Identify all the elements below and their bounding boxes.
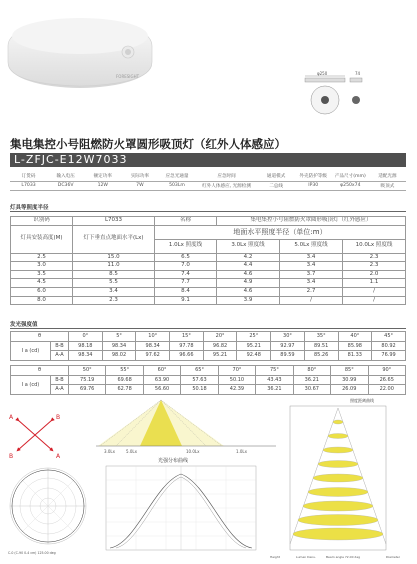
lux-col: 10.0Lx 照度线 bbox=[343, 239, 406, 253]
spec-header: 通道模式 bbox=[258, 172, 295, 181]
aa-cell: 26.09 bbox=[331, 385, 368, 395]
illum-data-row bbox=[11, 253, 406, 262]
aa-cell: 97.62 bbox=[136, 351, 170, 361]
illum-data-row bbox=[11, 287, 406, 296]
spec-value-row bbox=[10, 181, 406, 190]
illum-cell: 3.4 bbox=[280, 279, 343, 288]
illuminance-table bbox=[10, 216, 406, 305]
name-label: 名称 bbox=[155, 217, 217, 226]
illum-cell: 6.5 bbox=[155, 253, 217, 262]
aa-label: A-A bbox=[51, 385, 69, 395]
aa-cell: 89.59 bbox=[271, 351, 305, 361]
illum-cell: 1.1 bbox=[343, 279, 406, 288]
spec-value: 红外人体感应, 光源检测 bbox=[196, 181, 258, 190]
bb-cell: 89.51 bbox=[304, 341, 338, 351]
aa-cell: 42.39 bbox=[218, 385, 255, 395]
angle-cell: 5° bbox=[102, 332, 136, 342]
illum-cell: 2.7 bbox=[280, 287, 343, 296]
bb-cell: 75.19 bbox=[69, 375, 106, 385]
aa-cell: 92.48 bbox=[237, 351, 271, 361]
bb-cell: 98.34 bbox=[102, 341, 136, 351]
intensity-table-1 bbox=[10, 331, 406, 361]
bb-cell: 85.98 bbox=[338, 341, 372, 351]
spec-header: 额定功率 bbox=[84, 172, 121, 181]
illum-cell: 4.2 bbox=[217, 253, 280, 262]
aa-cell: 50.18 bbox=[181, 385, 218, 395]
illum-cell: 7.4 bbox=[155, 270, 217, 279]
illum-cell: 15.0 bbox=[73, 253, 155, 262]
spec-header-row bbox=[10, 172, 406, 181]
theta-label: θ bbox=[11, 332, 69, 342]
bb-cell: 36.21 bbox=[293, 375, 330, 385]
name-value: 集电集控小号阻燃防火罩圆形吸顶灯（红外感应） bbox=[217, 217, 406, 226]
spec-header: 应急时间 bbox=[196, 172, 258, 181]
aa-cell: 98.02 bbox=[102, 351, 136, 361]
illum-cell: 5.5 bbox=[73, 279, 155, 288]
aa-cell: 69.76 bbox=[69, 385, 106, 395]
aa-cell: 30.67 bbox=[293, 385, 330, 395]
aa-cell: 96.66 bbox=[170, 351, 204, 361]
divider bbox=[10, 211, 406, 212]
aa-label: A-A bbox=[51, 351, 69, 361]
lux-label: 3.0Lx bbox=[104, 449, 115, 454]
bb-cell: 98.18 bbox=[69, 341, 103, 351]
arrow-letter: A bbox=[9, 414, 14, 421]
angle-cell: 80° bbox=[293, 366, 330, 376]
arrow-letter: B bbox=[56, 414, 61, 421]
cone-footer: Beam angle 72.00 deg bbox=[326, 555, 361, 559]
illum-cell: 3.4 bbox=[280, 262, 343, 271]
illum-cell: 3.9 bbox=[217, 296, 280, 305]
illum-cell: 2.3 bbox=[73, 296, 155, 305]
illum-cell: 8.0 bbox=[11, 296, 73, 305]
lux-label: 10.0Lx bbox=[186, 449, 200, 454]
illum-cell: / bbox=[343, 287, 406, 296]
bb-cell: 63.90 bbox=[143, 375, 180, 385]
spec-header: 输入电压 bbox=[47, 172, 84, 181]
spec-header: 订货码 bbox=[10, 172, 47, 181]
lux-col: 1.0Lx 照度线 bbox=[155, 239, 217, 253]
aa-cell: 22.00 bbox=[368, 385, 406, 395]
model-banner: L-ZFJC-E12W7033 bbox=[10, 153, 406, 167]
diameter-label: φ250 bbox=[317, 71, 328, 76]
bb-cell: 57.63 bbox=[181, 375, 218, 385]
illum-cell: 4.6 bbox=[217, 287, 280, 296]
bb-cell: 30.99 bbox=[331, 375, 368, 385]
angle-cell: 20° bbox=[203, 332, 237, 342]
angle-cell: 55° bbox=[106, 366, 143, 376]
cone-footer: Height bbox=[270, 555, 280, 559]
bb-cell: 43.43 bbox=[256, 375, 293, 385]
illum-cell: 2.0 bbox=[343, 270, 406, 279]
angle-cell: 0° bbox=[69, 332, 103, 342]
bb-cell: 96.82 bbox=[203, 341, 237, 351]
illum-cell: / bbox=[280, 296, 343, 305]
lux-label: 5.0Lx bbox=[126, 449, 137, 454]
dimension-drawing bbox=[295, 70, 365, 118]
angle-cell: 15° bbox=[170, 332, 204, 342]
spec-value: IP30 bbox=[295, 181, 332, 190]
illum-cell: 3.0 bbox=[11, 262, 73, 271]
illum-cell: 6.0 bbox=[11, 287, 73, 296]
illum-cell: / bbox=[343, 296, 406, 305]
theta-label: θ bbox=[11, 366, 69, 376]
illum-data-row bbox=[11, 296, 406, 305]
spec-table bbox=[10, 172, 406, 191]
spec-header: 应急光通量 bbox=[158, 172, 195, 181]
spec-value: φ250x74 bbox=[332, 181, 369, 190]
angle-cell: 60° bbox=[143, 366, 180, 376]
height-label: 74 bbox=[355, 71, 361, 76]
radius-header: 地面水平照度半径（单位:m） bbox=[155, 225, 406, 239]
bb-cell: 98.34 bbox=[136, 341, 170, 351]
angle-cell: 50° bbox=[69, 366, 106, 376]
id-value: L7033 bbox=[73, 217, 155, 226]
cone-title: 照度距离曲线 bbox=[350, 398, 374, 403]
bb-cell: 69.68 bbox=[106, 375, 143, 385]
illum-data-row bbox=[11, 279, 406, 288]
illum-header-row bbox=[11, 225, 406, 239]
bb-cell: 97.78 bbox=[170, 341, 204, 351]
photo-brand-label: FORESIGHT bbox=[116, 74, 140, 79]
illum-cell: 3.4 bbox=[73, 287, 155, 296]
spec-header: 实际功率 bbox=[121, 172, 158, 181]
spec-value: DC36V bbox=[47, 181, 84, 190]
light-distribution-curve bbox=[96, 456, 264, 560]
aa-cell: 95.21 bbox=[203, 351, 237, 361]
illuminance-radius-diagram bbox=[96, 396, 276, 460]
bb-label: B-B bbox=[51, 375, 69, 385]
bb-label: B-B bbox=[51, 341, 69, 351]
direction-arrows bbox=[8, 410, 64, 460]
angle-cell: 10° bbox=[136, 332, 170, 342]
spec-value: 二总线 bbox=[258, 181, 295, 190]
illum-cell: 9.1 bbox=[155, 296, 217, 305]
illum-cell: 4.4 bbox=[217, 262, 280, 271]
illum-cell: 3.4 bbox=[280, 253, 343, 262]
illum-data-row bbox=[11, 262, 406, 271]
spec-header: 外壳防护等级 bbox=[295, 172, 332, 181]
angle-cell: 85° bbox=[331, 366, 368, 376]
divider bbox=[10, 328, 406, 329]
lux-label: 1.0Lx bbox=[236, 449, 247, 454]
spec-value: 7W bbox=[121, 181, 158, 190]
spec-value: 503Lm bbox=[158, 181, 195, 190]
bb-row bbox=[11, 341, 406, 351]
spec-value: 吸顶式 bbox=[369, 181, 406, 190]
height-header: 灯具安装高度(M) bbox=[11, 225, 73, 253]
intensity-table-2 bbox=[10, 365, 406, 395]
illum-section-title: 灯具等照度半径 bbox=[10, 205, 49, 211]
intensity-section-title: 发光强度值 bbox=[10, 322, 38, 328]
spec-value: L7033 bbox=[10, 181, 47, 190]
spec-header: 产品尺寸(mm) bbox=[332, 172, 369, 181]
illum-cell: 4.9 bbox=[217, 279, 280, 288]
arrow-letter: A bbox=[56, 453, 61, 460]
aa-cell: 98.34 bbox=[69, 351, 103, 361]
illum-cell: 2.3 bbox=[343, 253, 406, 262]
ia-label: I a (cd) bbox=[11, 375, 51, 394]
polar-caption: C-0 (C-90 0-4 cm) 125.00 deg bbox=[8, 551, 56, 555]
illum-cell: 11.0 bbox=[73, 262, 155, 271]
bb-cell: 92.97 bbox=[271, 341, 305, 351]
illum-cell: 8.5 bbox=[73, 270, 155, 279]
illuminance-cone-chart bbox=[268, 396, 410, 560]
illum-cell: 4.6 bbox=[217, 270, 280, 279]
illum-cell: 2.5 bbox=[11, 253, 73, 262]
illum-data-row bbox=[11, 270, 406, 279]
ia-label: I a (cd) bbox=[11, 341, 51, 360]
aa-cell: 62.78 bbox=[106, 385, 143, 395]
angle-cell: 25° bbox=[237, 332, 271, 342]
angle-cell: 65° bbox=[181, 366, 218, 376]
angle-cell: 45° bbox=[372, 332, 406, 342]
aa-row bbox=[11, 351, 406, 361]
aa-cell: 36.21 bbox=[256, 385, 293, 395]
lux-col: 5.0Lx 照度线 bbox=[280, 239, 343, 253]
product-photo bbox=[4, 6, 154, 90]
lux-col: 3.0Lx 照度线 bbox=[217, 239, 280, 253]
aa-cell: 56.60 bbox=[143, 385, 180, 395]
spec-value: 12W bbox=[84, 181, 121, 190]
angle-cell: 90° bbox=[368, 366, 406, 376]
polar-intensity-plot bbox=[6, 462, 90, 558]
illum-cell: 3.7 bbox=[280, 270, 343, 279]
spec-header: 适配光源 bbox=[369, 172, 406, 181]
curve-title: 光强分布曲线 bbox=[158, 458, 189, 464]
angle-row bbox=[11, 366, 406, 376]
angle-cell: 35° bbox=[304, 332, 338, 342]
bb-cell: 95.21 bbox=[237, 341, 271, 351]
illum-cell: 8.4 bbox=[155, 287, 217, 296]
illum-cell: 4.5 bbox=[11, 279, 73, 288]
bb-cell: 50.10 bbox=[218, 375, 255, 385]
illum-cell: 3.5 bbox=[11, 270, 73, 279]
illum-cell: 7.0 bbox=[155, 262, 217, 271]
cone-footer: Diameter bbox=[386, 555, 401, 559]
aa-cell: 81.33 bbox=[338, 351, 372, 361]
angle-cell: 75° bbox=[256, 366, 293, 376]
id-label: 识别码 bbox=[11, 217, 73, 226]
center-header: 灯下垂直点地面水平(Lx) bbox=[73, 225, 155, 253]
illum-cell: 7.7 bbox=[155, 279, 217, 288]
angle-cell: 40° bbox=[338, 332, 372, 342]
cone-footer: Lumen Dens. bbox=[296, 555, 316, 559]
illum-rows bbox=[11, 253, 406, 305]
arrow-letter: B bbox=[9, 453, 14, 460]
aa-row bbox=[11, 385, 406, 395]
aa-cell: 85.26 bbox=[304, 351, 338, 361]
angle-cell: 70° bbox=[218, 366, 255, 376]
angle-row bbox=[11, 332, 406, 342]
illum-id-row bbox=[11, 217, 406, 226]
product-title: 集电集控小号阻燃防火罩圆形吸顶灯（红外人体感应） bbox=[10, 137, 286, 151]
aa-cell: 76.99 bbox=[372, 351, 406, 361]
bb-row bbox=[11, 375, 406, 385]
bb-cell: 26.65 bbox=[368, 375, 406, 385]
illum-cell: 2.3 bbox=[343, 262, 406, 271]
angle-cell: 30° bbox=[271, 332, 305, 342]
bb-cell: 80.92 bbox=[372, 341, 406, 351]
